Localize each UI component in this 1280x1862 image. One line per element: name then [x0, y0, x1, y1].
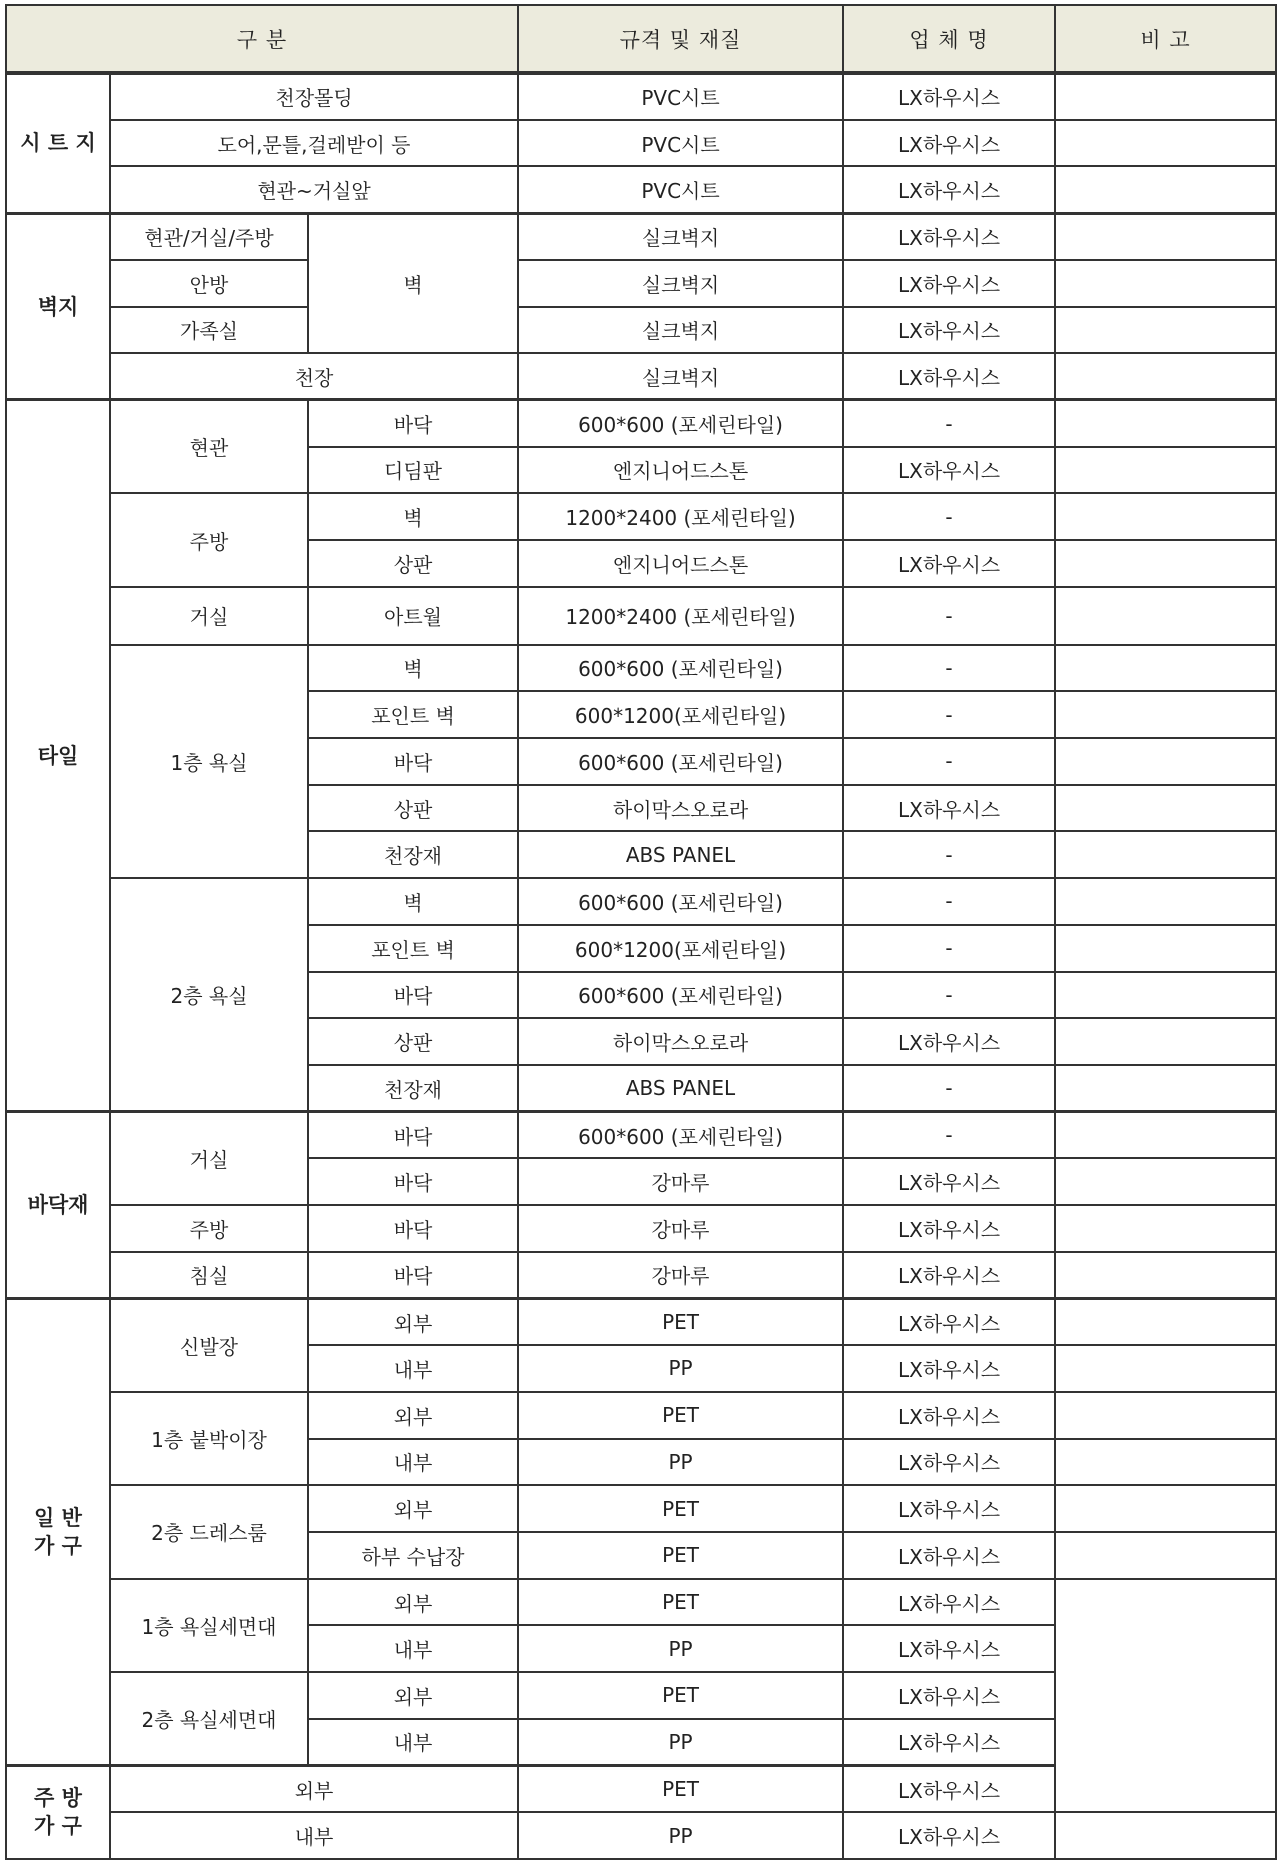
remark-cell: [1055, 1345, 1276, 1392]
vendor-cell: LX하우시스: [843, 1205, 1055, 1252]
part-cell: 바닥: [308, 1158, 518, 1205]
spec-cell: 강마루: [518, 1252, 843, 1299]
vendor-cell: LX하우시스: [843, 1812, 1055, 1859]
item-cell: 천장: [110, 353, 518, 400]
remark-cell: [1055, 447, 1276, 494]
vendor-cell: LX하우시스: [843, 166, 1055, 213]
item-cell: 주방: [110, 493, 308, 586]
part-cell: 내부: [308, 1345, 518, 1392]
spec-cell: ABS PANEL: [518, 1065, 843, 1112]
remark-cell: [1055, 738, 1276, 785]
part-cell: 포인트 벽: [308, 691, 518, 738]
table-row: [6, 1112, 1276, 1159]
item-cell: 현관: [110, 400, 308, 493]
spec-cell: 강마루: [518, 1158, 843, 1205]
spec-cell: ABS PANEL: [518, 831, 843, 878]
spec-cell: PET: [518, 1298, 843, 1345]
vendor-cell: -: [843, 1112, 1055, 1159]
item-cell: 2층 드레스룸: [110, 1485, 308, 1578]
spec-cell: 실크벽지: [518, 353, 843, 400]
remark-cell: [1055, 1485, 1276, 1532]
remark-cell: [1055, 260, 1276, 307]
remark-cell: [1055, 831, 1276, 878]
remark-cell: [1055, 1252, 1276, 1299]
item-cell: 2층 욕실: [110, 878, 308, 1112]
part-cell: 하부 수납장: [308, 1532, 518, 1579]
vendor-cell: LX하우시스: [843, 447, 1055, 494]
spec-cell: 실크벽지: [518, 260, 843, 307]
part-cell: 내부: [308, 1625, 518, 1672]
item-cell: 침실: [110, 1252, 308, 1299]
remark-cell: [1055, 925, 1276, 972]
item-cell: 내부: [110, 1812, 518, 1859]
part-cell: 아트월: [308, 587, 518, 645]
remark-cell: [1055, 73, 1276, 120]
spec-cell: 강마루: [518, 1205, 843, 1252]
remark-cell: [1055, 1439, 1276, 1486]
item-cell: 신발장: [110, 1298, 308, 1391]
part-cell: 내부: [308, 1439, 518, 1486]
spec-cell: 600*1200(포세린타일): [518, 691, 843, 738]
table-row: [6, 73, 1276, 120]
item-cell: 외부: [110, 1765, 518, 1812]
item-cell: 2층 욕실세면대: [110, 1672, 308, 1765]
item-cell: 현관~거실앞: [110, 166, 518, 213]
spec-cell: 엔지니어드스톤: [518, 540, 843, 587]
spec-cell: PET: [518, 1765, 843, 1812]
vendor-cell: LX하우시스: [843, 1765, 1055, 1812]
table-row: [6, 1485, 1276, 1532]
vendor-cell: -: [843, 400, 1055, 447]
table-row: [6, 493, 1276, 540]
item-cell: 1층 붙박이장: [110, 1392, 308, 1485]
remark-cell: [1055, 587, 1276, 645]
remark-cell: [1055, 493, 1276, 540]
spec-cell: 하이막스오로라: [518, 1018, 843, 1065]
table-row: [6, 213, 1276, 260]
remark-cell: [1055, 1205, 1276, 1252]
remark-cell: [1055, 120, 1276, 167]
remark-cell: [1055, 691, 1276, 738]
vendor-cell: LX하우시스: [843, 1345, 1055, 1392]
vendor-cell: LX하우시스: [843, 540, 1055, 587]
spec-cell: 1200*2400 (포세린타일): [518, 587, 843, 645]
remark-cell: [1055, 213, 1276, 260]
spec-cell: PVC시트: [518, 166, 843, 213]
vendor-cell: LX하우시스: [843, 1625, 1055, 1672]
spec-cell: 600*600 (포세린타일): [518, 400, 843, 447]
group-wallpaper: 벽지: [6, 213, 110, 400]
header-remark: 비 고: [1055, 5, 1276, 73]
part-cell: 벽: [308, 213, 518, 353]
table-row: [6, 587, 1276, 645]
part-cell: 외부: [308, 1579, 518, 1626]
part-cell: 바닥: [308, 1205, 518, 1252]
vendor-cell: LX하우시스: [843, 73, 1055, 120]
spec-cell: PET: [518, 1392, 843, 1439]
table-row: [6, 400, 1276, 447]
vendor-cell: -: [843, 878, 1055, 925]
remark-cell: [1055, 1018, 1276, 1065]
vendor-cell: -: [843, 925, 1055, 972]
group-kitchen-furniture-line2: 가 구: [34, 1814, 82, 1839]
table-row: [6, 1579, 1276, 1626]
part-cell: 외부: [308, 1392, 518, 1439]
group-sheet: 시 트 지: [6, 73, 110, 213]
item-cell: 가족실: [110, 307, 308, 354]
item-cell: 현관/거실/주방: [110, 213, 308, 260]
remark-cell: [1055, 540, 1276, 587]
table-row: [6, 1392, 1276, 1439]
spec-cell: PET: [518, 1485, 843, 1532]
group-tile: 타일: [6, 400, 110, 1112]
table-row: [6, 307, 1276, 354]
remark-cell: [1055, 878, 1276, 925]
group-flooring: 바닥재: [6, 1112, 110, 1299]
spec-cell: PP: [518, 1625, 843, 1672]
vendor-cell: -: [843, 587, 1055, 645]
spec-cell: PVC시트: [518, 73, 843, 120]
spec-cell: PVC시트: [518, 120, 843, 167]
spec-cell: 600*600 (포세린타일): [518, 972, 843, 1019]
header-category: 구 분: [6, 5, 518, 73]
part-cell: 상판: [308, 785, 518, 832]
part-cell: 바닥: [308, 972, 518, 1019]
spec-cell: 600*1200(포세린타일): [518, 925, 843, 972]
vendor-cell: LX하우시스: [843, 1485, 1055, 1532]
remark-cell: [1055, 1298, 1276, 1345]
part-cell: 상판: [308, 540, 518, 587]
part-cell: 천장재: [308, 831, 518, 878]
spec-cell: 엔지니어드스톤: [518, 447, 843, 494]
spec-cell: 600*600 (포세린타일): [518, 645, 843, 692]
material-spec-table: [5, 4, 1277, 1860]
vendor-cell: LX하우시스: [843, 1719, 1055, 1766]
remark-cell: [1055, 1112, 1276, 1159]
remark-cell: [1055, 1158, 1276, 1205]
table-row: [6, 1812, 1276, 1859]
remark-cell: [1055, 166, 1276, 213]
group-general-furniture-line1: 일 반: [34, 1505, 82, 1530]
vendor-cell: LX하우시스: [843, 353, 1055, 400]
vendor-cell: LX하우시스: [843, 1298, 1055, 1345]
remark-cell: [1055, 1392, 1276, 1439]
spec-cell: 1200*2400 (포세린타일): [518, 493, 843, 540]
spec-cell: PP: [518, 1812, 843, 1859]
vendor-cell: LX하우시스: [843, 307, 1055, 354]
header-spec: 규격 및 재질: [518, 5, 843, 73]
remark-cell: [1055, 645, 1276, 692]
table-row: [6, 645, 1276, 692]
spec-cell: 하이막스오로라: [518, 785, 843, 832]
remark-cell: [1055, 785, 1276, 832]
part-cell: 상판: [308, 1018, 518, 1065]
vendor-cell: LX하우시스: [843, 1252, 1055, 1299]
vendor-cell: LX하우시스: [843, 120, 1055, 167]
vendor-cell: LX하우시스: [843, 785, 1055, 832]
remark-cell: [1055, 1065, 1276, 1112]
vendor-cell: -: [843, 738, 1055, 785]
part-cell: 벽: [308, 645, 518, 692]
table-row: [6, 166, 1276, 213]
item-cell: 천장몰딩: [110, 73, 518, 120]
part-cell: 바닥: [308, 1112, 518, 1159]
table-row: [6, 1298, 1276, 1345]
vendor-cell: LX하우시스: [843, 1579, 1055, 1626]
item-cell: 안방: [110, 260, 308, 307]
header-vendor: 업 체 명: [843, 5, 1055, 73]
part-cell: 천장재: [308, 1065, 518, 1112]
item-cell: 1층 욕실: [110, 645, 308, 879]
spec-cell: PET: [518, 1532, 843, 1579]
table-row: [6, 353, 1276, 400]
table-row: [6, 120, 1276, 167]
part-cell: 바닥: [308, 400, 518, 447]
part-cell: 바닥: [308, 738, 518, 785]
vendor-cell: -: [843, 831, 1055, 878]
vendor-cell: LX하우시스: [843, 1672, 1055, 1719]
remark-cell: [1055, 1532, 1276, 1579]
part-cell: 바닥: [308, 1252, 518, 1299]
spec-cell: PET: [518, 1672, 843, 1719]
remark-cell: [1055, 400, 1276, 447]
spec-cell: 600*600 (포세린타일): [518, 738, 843, 785]
vendor-cell: -: [843, 645, 1055, 692]
vendor-cell: LX하우시스: [843, 260, 1055, 307]
remark-cell: [1055, 1812, 1276, 1859]
group-kitchen-furniture-line1: 주 방: [34, 1786, 82, 1811]
spec-cell: 600*600 (포세린타일): [518, 1112, 843, 1159]
spec-cell: PP: [518, 1719, 843, 1766]
vendor-cell: LX하우시스: [843, 213, 1055, 260]
vendor-cell: LX하우시스: [843, 1158, 1055, 1205]
part-cell: 외부: [308, 1485, 518, 1532]
part-cell: 벽: [308, 878, 518, 925]
header-row: [6, 5, 1276, 73]
spec-cell: 실크벽지: [518, 307, 843, 354]
part-cell: 외부: [308, 1298, 518, 1345]
group-general-furniture: [6, 1298, 110, 1765]
part-cell: 내부: [308, 1719, 518, 1766]
group-general-furniture-line2: 가 구: [34, 1533, 82, 1558]
vendor-cell: LX하우시스: [843, 1392, 1055, 1439]
table-row: [6, 260, 1276, 307]
part-cell: 디딤판: [308, 447, 518, 494]
vendor-cell: -: [843, 493, 1055, 540]
remark-cell: [1055, 972, 1276, 1019]
group-kitchen-furniture: [6, 1765, 110, 1859]
item-cell: 1층 욕실세면대: [110, 1579, 308, 1672]
spec-cell: PET: [518, 1579, 843, 1626]
item-cell: 주방: [110, 1205, 308, 1252]
vendor-cell: -: [843, 972, 1055, 1019]
part-cell: 포인트 벽: [308, 925, 518, 972]
part-cell: 외부: [308, 1672, 518, 1719]
vendor-cell: -: [843, 1065, 1055, 1112]
spec-cell: 실크벽지: [518, 213, 843, 260]
item-cell: 거실: [110, 587, 308, 645]
part-cell: 벽: [308, 493, 518, 540]
vendor-cell: LX하우시스: [843, 1018, 1055, 1065]
vendor-cell: LX하우시스: [843, 1439, 1055, 1486]
remark-cell: [1055, 1579, 1276, 1813]
remark-cell: [1055, 353, 1276, 400]
item-cell: 도어,문틀,걸레받이 등: [110, 120, 518, 167]
vendor-cell: -: [843, 691, 1055, 738]
spec-cell: 600*600 (포세린타일): [518, 878, 843, 925]
table-row: [6, 1205, 1276, 1252]
remark-cell: [1055, 307, 1276, 354]
spec-cell: PP: [518, 1345, 843, 1392]
table-row: [6, 1252, 1276, 1299]
table-row: [6, 878, 1276, 925]
vendor-cell: LX하우시스: [843, 1532, 1055, 1579]
item-cell: 거실: [110, 1112, 308, 1205]
spec-cell: PP: [518, 1439, 843, 1486]
